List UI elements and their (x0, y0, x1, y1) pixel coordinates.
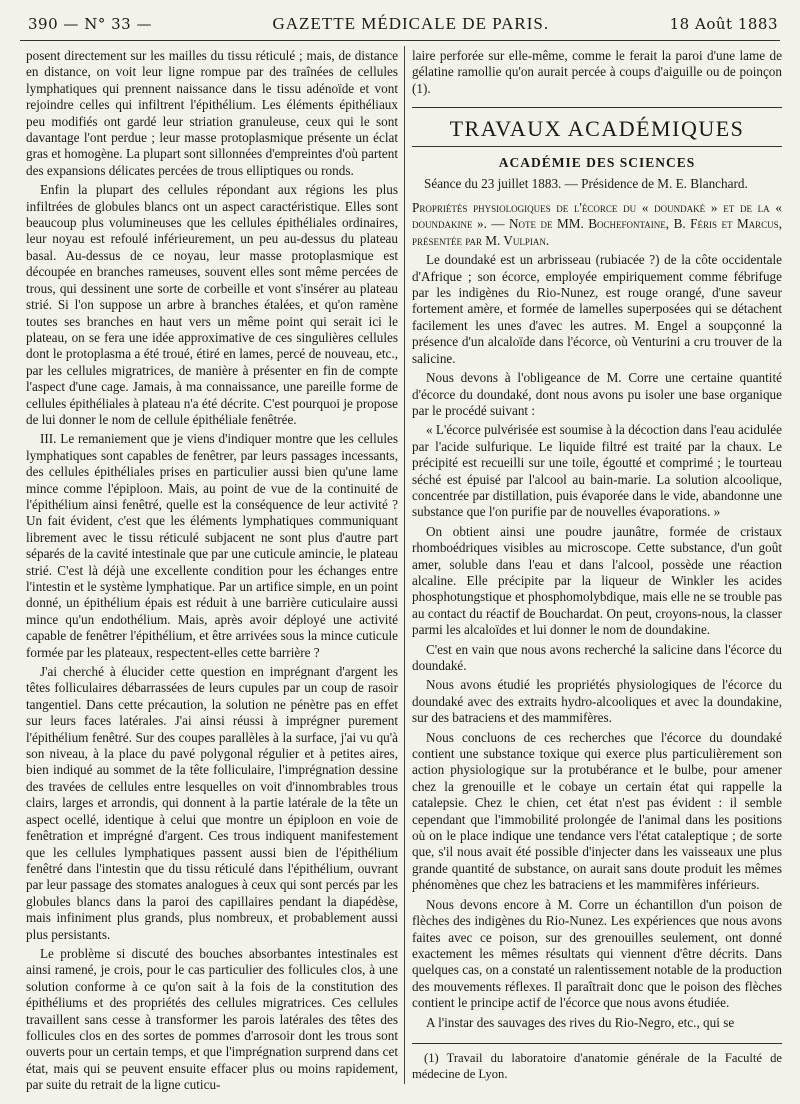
article-heading: Propriétés physiologiques de l'écorce du « doundaké » et de la « doundakine ». — Note de MM. Bochefontaine, B. Féris et Marcus, présentée par M. Vulpian. (412, 200, 782, 248)
right-paragraph-1: Le doundaké est un arbrisseau (rubiacée ?) de la côte occidentale d'Afrique ; son écorce, employée empiriquement comme fébrifuge par les indigènes du Rio-Nunez, est rouge orangé, d'une saveur fortement amère, et formée de lamelles superposées qui se détachent facilement les unes d'avec les autres. M. Engel a soupçonné la présence d'un alcaloïde dans l'écorce, où Venturini a cru trouver de la salicine. (412, 252, 782, 366)
section-title: TRAVAUX ACADÉMIQUES (412, 107, 782, 147)
right-paragraph-6: Nous avons étudié les propriétés physiologiques de l'écorce du doundaké avec des extraits hydro-alcooliques et avec la doundakine, sur des batraciens et des mammifères. (412, 677, 782, 726)
left-paragraph-5: Le problème si discuté des bouches absorbantes intestinales est ainsi ramené, je crois, pour le cas particulier des follicules clos, à une solution conforme à ce qu'on sait à la fois de la constitution des épithéliums et des propriétés des cellules migratrices. Ces cellules travaillent sans cesse à transformer les parois latérales des têtes des follicules clos en des sortes de pommes d'arrosoir dont les trous sont ouverts pour un certain temps, et que l'imprégnation surprend dans cet état, mais qui se peuvent ensuite effacer plus ou moins rapidement, par suite du retrait de la ligne cuticu- (26, 945, 398, 1093)
academy-heading: ACADÉMIE DES SCIENCES (498, 155, 696, 171)
left-paragraph-2: Enfin la plupart des cellules répondant aux régions les plus infiltrées de globules blancs ont un aspect caractéristique. Elles sont beaucoup plus volumineuses que les cellules épithéliales ordinaires, leur noyau est refoulé inférieurement, un peu au-dessus du plateau basal. Au-dessus de ce noyau, leur masse protoplasmique est découpée en branches rameuses, souvent elles sont même percées de trous, qui dessinent une sorte de corbeille et vont s'insérer au plateau strié. Si l'on suppose un arbre à branches étalées, et qu'on ramène toutes ses branches en haut vers un même point qui serait ici le plateau, on se fera une idée approximative de ces singulières cellules dont le protoplasma a été troué, étiré en lames, percé de nouveau, etc., par les cellules migratrices, de manière à présenter en fin de compte l'aspect d'une cage. Jamais, à ma connaissance, une pareille forme de cellules épithéliales à plateau n'a été décrite. C'est pourquoi je propose de lui donner le nom de cellule épithéliale fenêtrée. (26, 182, 398, 427)
right-paragraph-5: C'est en vain que nous avons recherché la salicine dans l'écorce du doundaké. (412, 641, 782, 673)
page-header (28, 14, 778, 40)
right-paragraph-4: On obtient ainsi une poudre jaunâtre, formée de cristaux rhomboédriques visibles au microscope. Cette substance, d'un goût amer, soluble dans l'eau et dans l'alcool, possède une réaction alcaline. Elle précipite par la liqueur de Winkler les acides phosphotungstique et phosphomolybdique, mais elle ne se trouble pas au contact du réactif de Bouchardat. On peut, croyons-nous, la classer parmi les alcaloïdes et lui donner le nom de doundakine. (412, 523, 782, 638)
right-paragraph-2: Nous devons à l'obligeance de M. Corre une certaine quantité d'écorce du doundaké, dont nous avons pu isoler une base organique par le procédé suivant : (412, 370, 782, 418)
left-paragraph-1: posent directement sur les mailles du tissu réticulé ; mais, de distance en distance, on voit leur ligne rompue par des traînées de cellules lymphatiques qui prennent naissance dans le tissu adénoïde et vont rejoindre celles qui infiltrent l'épithélium. Les éléments épithéliaux peu modifiés ont gardé leur striation granuleuse, ceux qui le sont davantage l'ont perdue ; leur masse protoplasmique présente un éclat gras et homogène. La plupart sont sillonnées d'empreintes d'où partent des expansions délicates percées de trous elliptiques ou ronds. (26, 48, 398, 178)
right-column (412, 48, 782, 1082)
left-column (26, 48, 399, 1093)
journal-title: GAZETTE MÉDICALE DE PARIS. (272, 14, 550, 33)
issue-date: 18 Août 1883 (669, 15, 778, 33)
right-paragraph-3: « L'écorce pulvérisée est soumise à la décoction dans l'eau acidulée par l'acide sulfurique. Le liquide filtré est traité par la chaux. Le précipité est recueilli sur une toile, égoutté et comprimé ; le tourteau séché est épuisé par l'alcool au bain-marie. La solution alcoolique, concentrée par distillation, puis évaporée dans le vide, abandonne une substance que l'on purifie par de nouvelles évaporations. » (412, 422, 782, 520)
left-paragraph-4: J'ai cherché à élucider cette question en imprégnant d'argent les têtes folliculaires débarrassées de leurs cupules par un coup de rasoir tangentiel. Dans cette précaution, la solution ne pénètre pas en effet sur leurs faces latérales. J'ai ainsi réussi à imprégner purement l'épithélium fenêtré. Sur des coupes parallèles à la surface, j'ai vu qu'à son niveau, à la place du pavé polygonal régulier et à petites aires, bien indiqué au sommet de la tête folliculaire, l'imprégnation dessine des travées de cellules entre lesquelles on voit d'innombrables trous clairs, larges et arrondis, qui donnent à la partie latérale de la tête un aspect ocellé, identique à celui que montre un épiploon en voie de fenêtration et imprégné d'argent. Ces trous indiquent manifestement que les cellules lymphatiques passent aussi bien de l'épithélium fenêtré dans l'intestin que du tissu réticulé dans l'épithélium, ouvrant par leur passage des stomates analogues à ceux qui sont percés par les globules blancs dans la paroi des capillaires pendant la diapédèse, mais infiniment plus grands, plus nombreux, et probablement aussi plus persistants. (26, 664, 398, 942)
right-continuation: laire perforée sur elle-même, comme le ferait la paroi d'une lame de gélatine ramollie qu'on aurait percée à coups d'aiguille ou de poinçon (1). (412, 48, 782, 96)
seance-line: Séance du 23 juillet 1883. — Présidence de M. E. Blanchard. (424, 175, 748, 191)
right-paragraph-7: Nous concluons de ces recherches que l'écorce du doundaké contient une substance toxique qui exerce plus particulièrement son action physiologique sur la protubérance et le bulbe, pour amener chez la grenouille et le cobaye un certain état qui rappelle la catalepsie. Chez le chien, cet état n'est pas évident : il semble cependant que l'immobilité prolongée de l'animal dans les positions où on le place indique une tendance vers l'état cataleptique ; de sorte que, s'il nous avait été possible d'injecter dans les vaisseaux une plus grande quantité de substance, on aurait sans doute produit les mêmes phénomènes que chez les batraciens et les mammifères inférieurs. (412, 729, 782, 893)
right-paragraph-8: Nous devons encore à M. Corre un échantillon d'un poison de flèches des indigènes du Rio-Nunez. Les expériences que nous avons faites avec ce poison, sur des grenouilles seulement, ont donné exactement les mêmes résultats qui viennent d'être décrits. Dans quelques cas, on a constaté un ralentissement notable de la production des mouvements réflexes. Il paraîtrait donc que le poison des flèches contient le principe actif de l'écorce que nous avons étudiée. (412, 896, 782, 1011)
right-paragraph-9: A l'instar des sauvages des rives du Rio-Negro, etc., qui se (426, 1014, 735, 1030)
header-rule (20, 40, 780, 41)
issue-number: — N° 33 — (63, 15, 152, 33)
left-paragraph-3: III. Le remaniement que je viens d'indiquer montre que les cellules lymphatiques sont capables de fenêtrer, par leurs passages incessants, des cellules épithéliales prises en particulier aussi bien qu'une lame mince comme l'épiploon. Mais, au point de vue de la continuité de l'épithélium ainsi fenêtré, quelle est la conséquence de leur activité ? Un fait évident, c'est que les éléments lymphatiques communiquant librement avec le tissu réticulé subjacent ne sont plus d'autre part séparés de la cavité intestinale que par une cuticule amincie, le plateau strié. C'est là déjà une excellente condition pour les échanges entre l'intestin et le système lymphatique. Par un artifice simple, en un point donné, un épithélium épais est réduit à une barrière cuticulaire aussi mince qu'un endothélium. Mais, après avoir déployé une activité capable de fenêtrer l'épithélium, et être arrivées sous la mince cuticule formée par les plateaux, respectent-elles cette barrière ? (26, 431, 399, 660)
footnote-rule (412, 1043, 782, 1044)
footnote: (1) Travail du laboratoire d'anatomie générale de la Faculté de médecine de Lyon. (412, 1050, 782, 1082)
page-number: 390 (28, 15, 59, 33)
page-number-issue (28, 15, 152, 33)
column-divider (404, 46, 405, 1084)
